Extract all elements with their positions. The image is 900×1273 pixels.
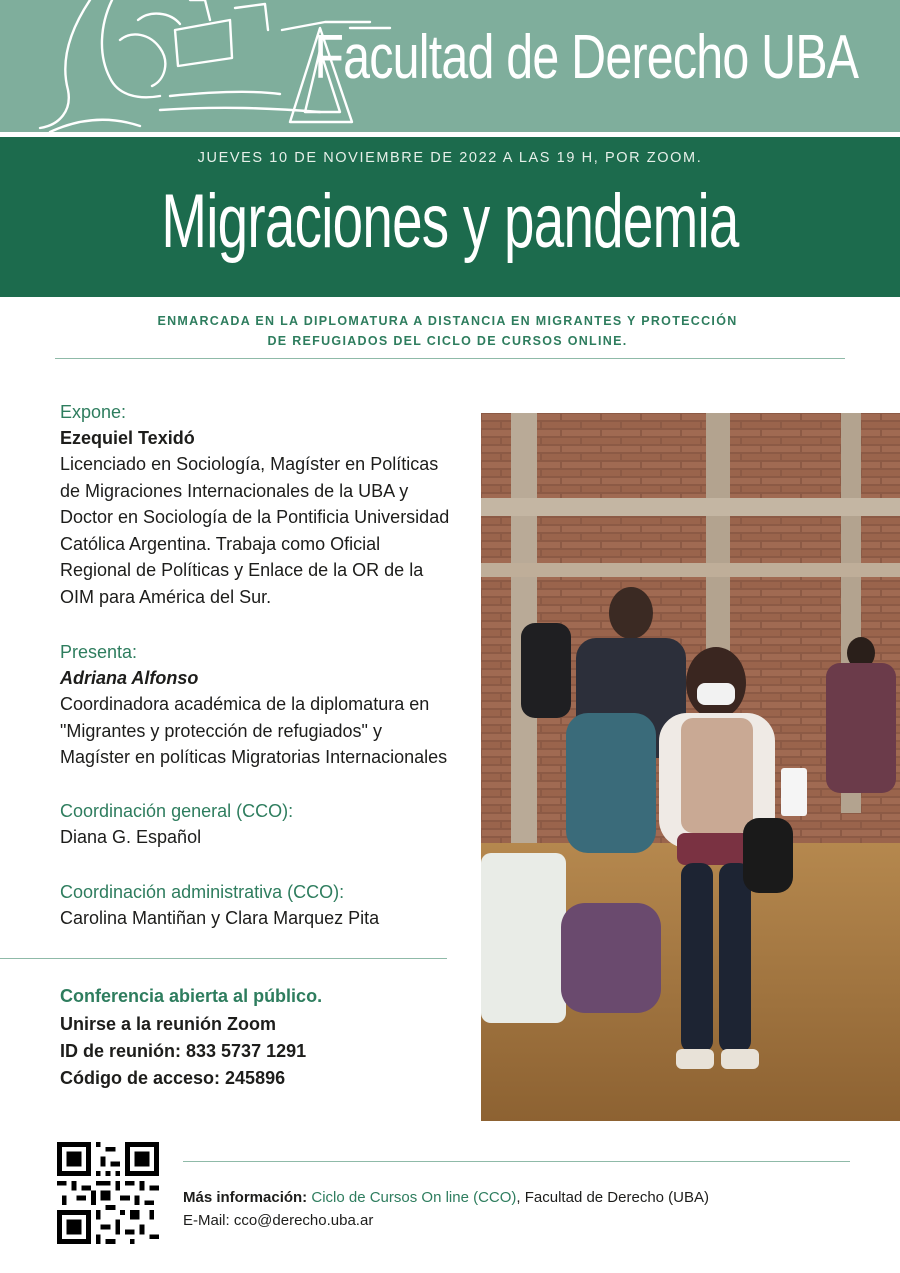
speaker-name: Ezequiel Texidó (60, 428, 195, 448)
event-title: Migraciones y pandemia (161, 179, 739, 264)
general-coordination-value: Diana G. Español (60, 827, 202, 847)
speaker-bio-line: OIM para América del Sur. (60, 586, 272, 607)
admin-coordination-section (60, 879, 460, 932)
framing-line-2: DE REFUGIADOS DEL CICLO DE CURSOS ONLINE. (267, 334, 628, 348)
more-info-label: Más información: (183, 1189, 308, 1206)
speaker-bio-line: Licenciado en Sociología, Magíster en Políticas (60, 454, 439, 474)
zoom-join-link[interactable]: Unirse a la reunión Zoom (60, 1014, 277, 1034)
contact-email[interactable]: E-Mail: cco@derecho.uba.ar (183, 1212, 374, 1229)
presenter-bio-line: Magíster en políticas Migratorias Internacionales (60, 747, 448, 767)
faculty-title: Facultad de Derecho UBA (314, 23, 858, 92)
presenter-bio-line: "Migrantes y protección de refugiados" y (60, 720, 382, 741)
footer-divider (183, 1161, 850, 1162)
speaker-bio-line: de Migraciones Internacionales de la UBA y (60, 480, 409, 501)
event-photo (481, 413, 900, 1121)
conference-title: Conferencia abierta al público. (60, 986, 323, 1006)
presenter-label: Presenta: (60, 642, 138, 662)
admin-coordination-value: Carolina Mantiñan y Clara Marquez Pita (60, 908, 380, 928)
qr-code-icon[interactable] (57, 1142, 159, 1244)
speaker-bio-line: Regional de Políticas y Enlace de la OR de la (60, 560, 424, 580)
speaker-bio (60, 451, 460, 610)
event-date: JUEVES 10 DE NOVIEMBRE DE 2022 A LAS 19 H, POR ZOOM. (197, 150, 703, 166)
courses-link[interactable]: Ciclo de Cursos On line (CCO) (311, 1189, 517, 1206)
framing-line-1: ENMARCADA EN LA DIPLOMATURA A DISTANCIA EN MIGRANTES Y PROTECCIÓN (157, 314, 738, 328)
speaker-bio-line: Católica Argentina. Trabaja como Oficial (60, 533, 381, 554)
speaker-bio-line: Doctor en Sociología de la Pontificia Universidad (60, 507, 450, 527)
presenter-section (60, 639, 460, 771)
admin-coordination-label: Coordinación administrativa (CCO): (60, 882, 345, 902)
presenter-name: Adriana Alfonso (60, 668, 199, 688)
meeting-passcode: Código de acceso: 245896 (60, 1068, 286, 1088)
more-info (183, 1186, 709, 1232)
speaker-section (60, 399, 460, 610)
meeting-id: ID de reunión: 833 5737 1291 (60, 1041, 307, 1061)
speaker-label: Expone: (60, 402, 127, 422)
general-coordination-section (60, 798, 460, 851)
general-coordination-label: Coordinación general (CCO): (60, 801, 294, 821)
coordination-divider (0, 958, 447, 959)
framing-text (120, 311, 775, 351)
framing-divider (55, 358, 845, 359)
presenter-bio-line: Coordinadora académica de la diplomatura en (60, 694, 430, 714)
presenter-bio (60, 691, 460, 771)
more-info-rest: , Facultad de Derecho (UBA) (516, 1189, 710, 1206)
